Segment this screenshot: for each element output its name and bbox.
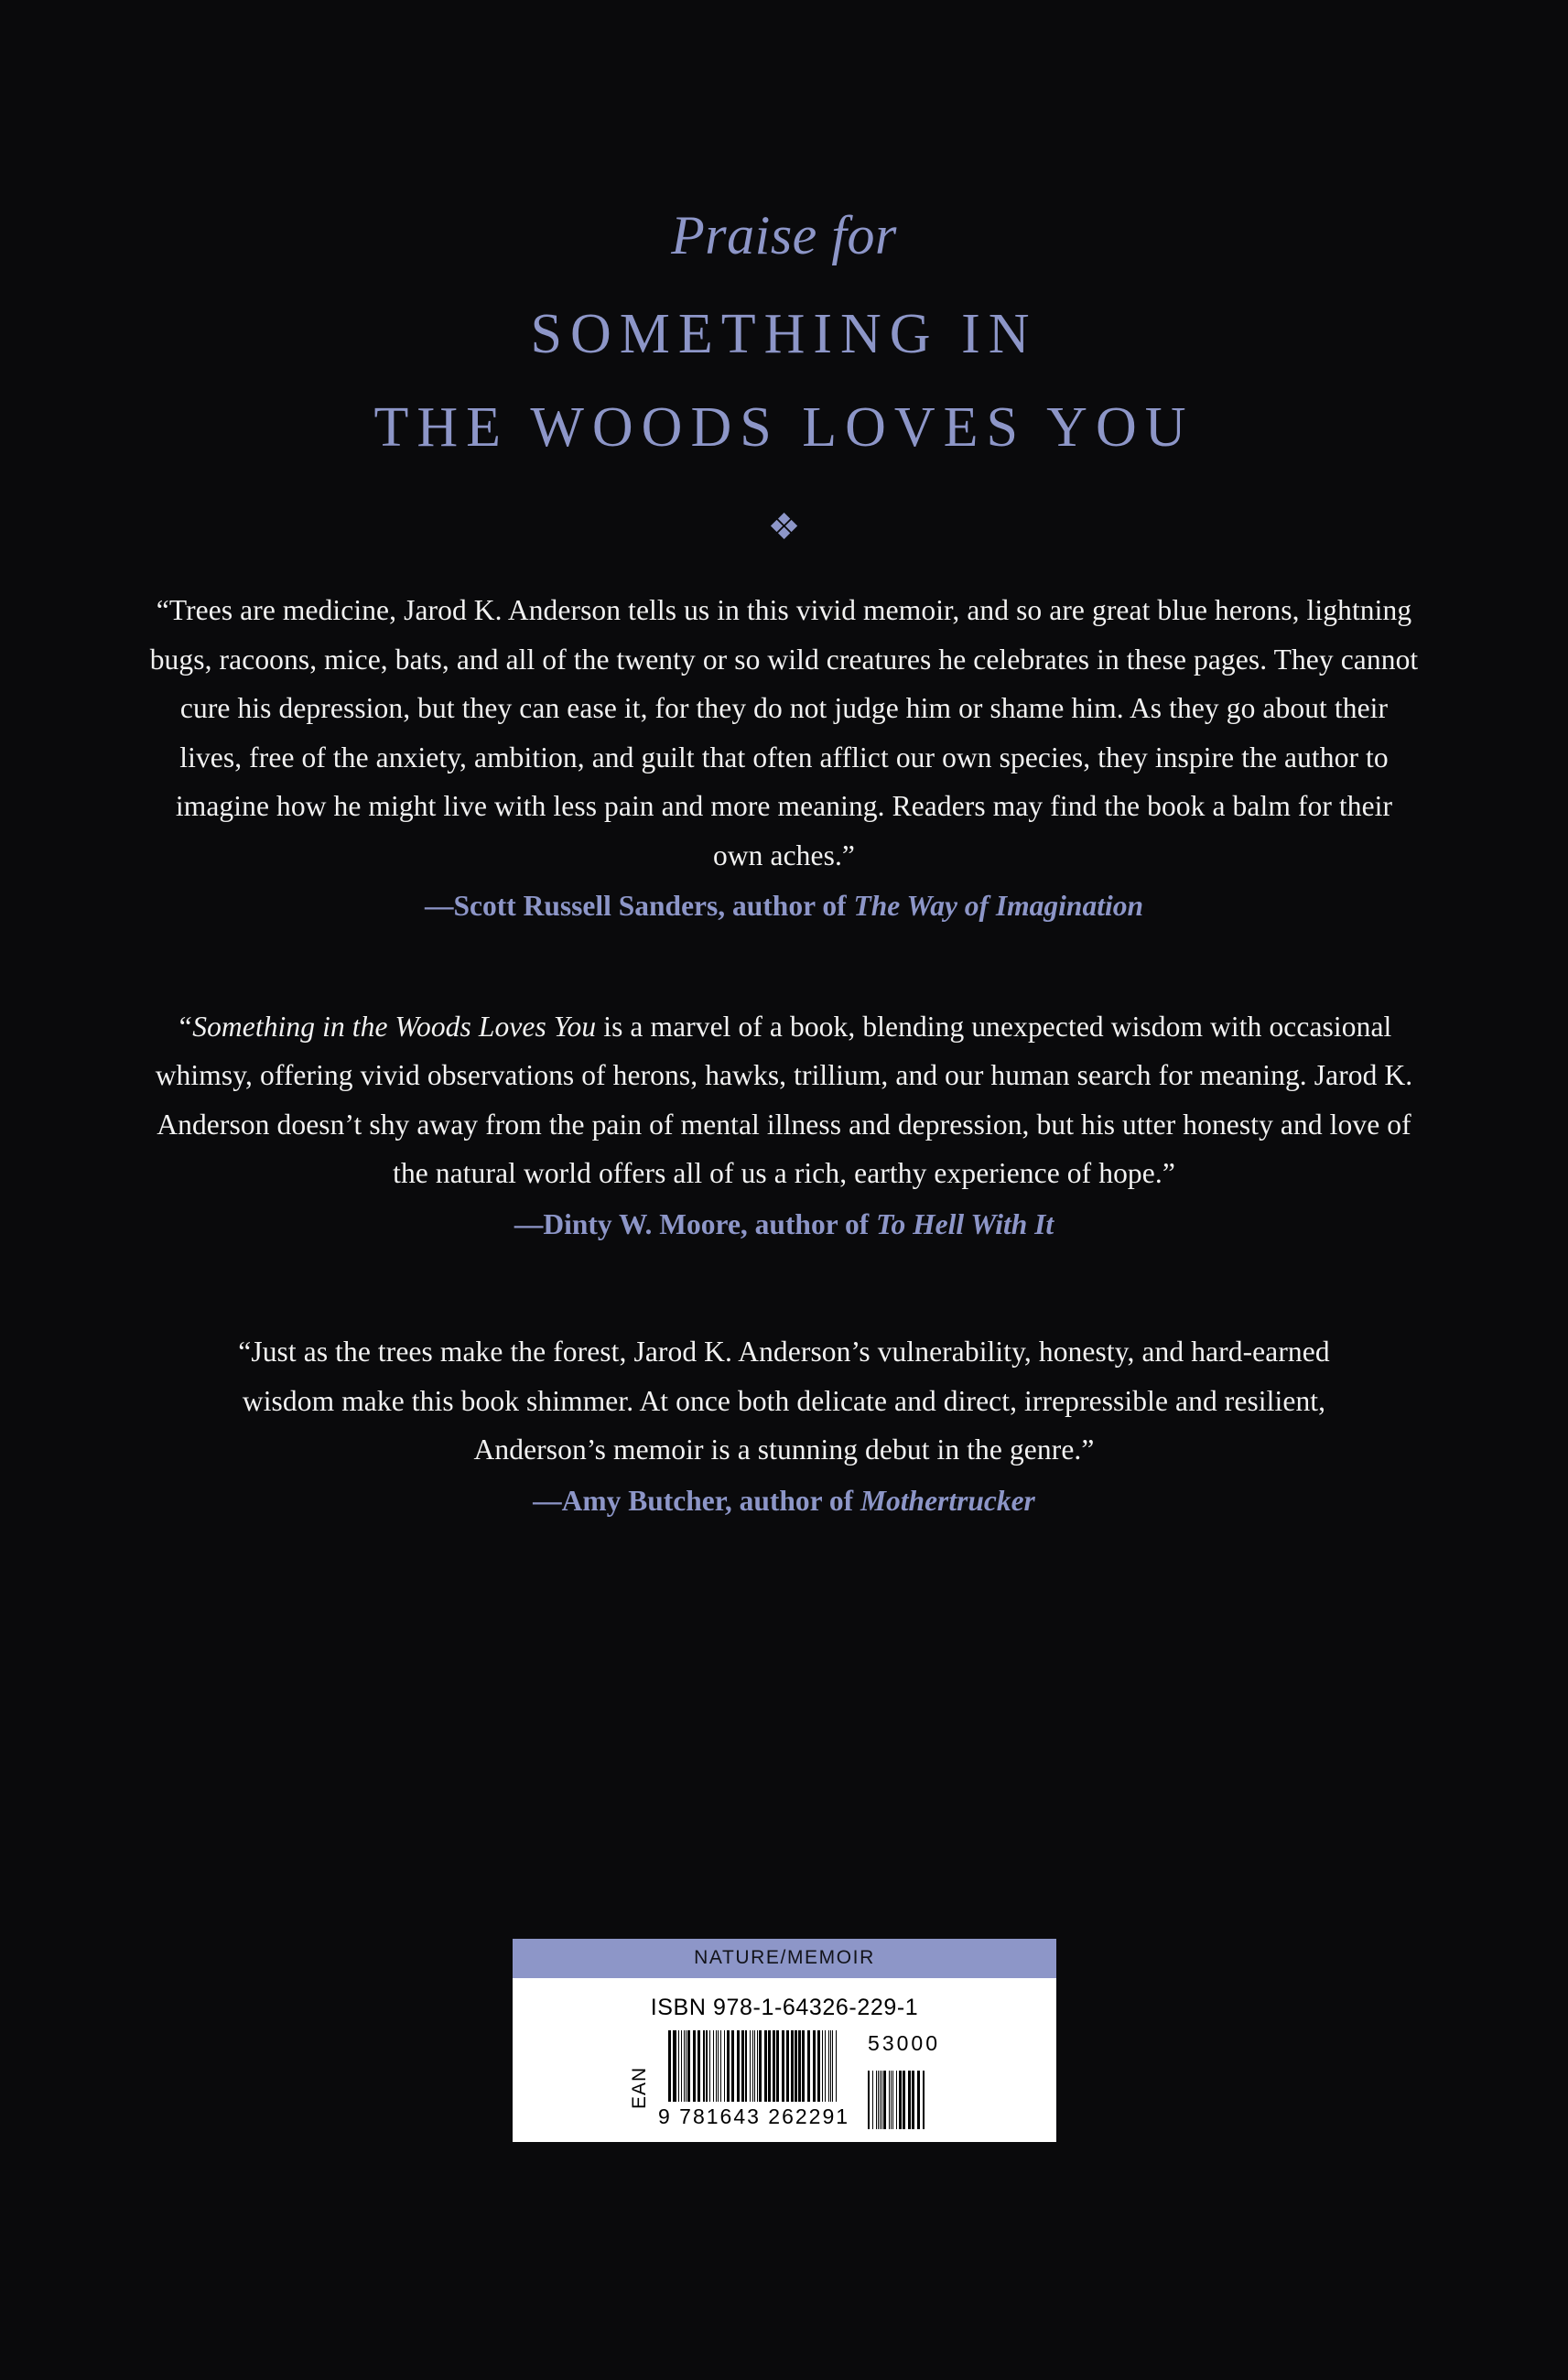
barcode-main	[658, 2030, 849, 2129]
barcode-row	[513, 2030, 1056, 2129]
blurb-attribution-work: To Hell With It	[876, 1207, 1054, 1240]
ean-label: EAN	[628, 2066, 650, 2109]
blurb-text	[144, 1002, 1425, 1198]
barcode-addon-bars-icon	[868, 2058, 940, 2129]
ornament-icon: ❖	[767, 506, 801, 547]
book-title-line-1: SOMETHING IN	[530, 303, 1038, 365]
blurb-text: “Just as the trees make the forest, Jarod K. Anderson’s vulnerability, honesty, and hard-earned wisdom make this book shimmer. At once both delicate and direct, irrepressible and resilient, Anderson’s memoir is a stunning debut in the genre.”	[238, 1336, 1330, 1466]
isbn-text: ISBN 978-1-64326-229-1	[650, 1995, 919, 2020]
category-badge: NATURE/MEMOIR	[513, 1939, 1056, 1978]
blurb-text: “Trees are medicine, Jarod K. Anderson tells us in this vivid memoir, and so are great blue herons, lightning bugs, racoons, mice, bats, and all of the twenty or so wild creatures he celebrates in these pages. They cannot cure his depression, but they can ease it, for they do not judge him or shame him. As they go about their lives, free of the anxiety, ambition, and guilt that often afflict our own species, they inspire the author to imagine how he might live with less pain and more meaning. Readers may find the book a balm for their own aches.”	[149, 594, 1419, 871]
blurb-attribution-work: Mothertrucker	[860, 1484, 1035, 1517]
blurb-attribution-name: —Scott Russell Sanders, author of	[425, 890, 854, 922]
barcode-addon	[868, 2031, 940, 2129]
blurb-item	[128, 1327, 1440, 1525]
blurb-attribution	[128, 1477, 1440, 1526]
barcode-main-digits: 9 781643 262291	[657, 2104, 850, 2128]
blurb-attribution-name: —Dinty W. Moore, author of	[514, 1207, 877, 1240]
blurb-attribution-name: —Amy Butcher, author of	[533, 1484, 861, 1517]
book-title-line-2: THE WOODS LOVES YOU	[373, 396, 1195, 459]
barcode-addon-digits: 53000	[868, 2031, 941, 2055]
page-title	[0, 287, 1568, 474]
blurb-item	[128, 1002, 1440, 1250]
barcode-block	[513, 1939, 1056, 2142]
blurb-attribution	[128, 1200, 1440, 1250]
blurb-text-rest: is a marvel of a book, blending unexpected wisdom with occasional whimsy, offering vivid observations of herons, hawks, trillium, and our human search for meaning. Jarod K. Anderson doesn’t shy away from the pain of mental illness and depression, but his utter honesty and love of the natural world offers all of us a rich, earthy experience of hope.”	[155, 1010, 1413, 1189]
barcode-panel	[513, 1978, 1056, 2142]
blurb-list	[128, 586, 1440, 1596]
blurb-attribution-work: The Way of Imagination	[853, 890, 1143, 922]
praise-header	[0, 203, 1568, 474]
blurb-text-italic-lead: “Something in the Woods Loves You	[176, 1010, 597, 1043]
blurb-attribution	[128, 882, 1440, 931]
praise-for-label: Praise for	[671, 205, 897, 265]
barcode-bars-icon	[668, 2030, 839, 2102]
blurb-item	[128, 586, 1440, 931]
